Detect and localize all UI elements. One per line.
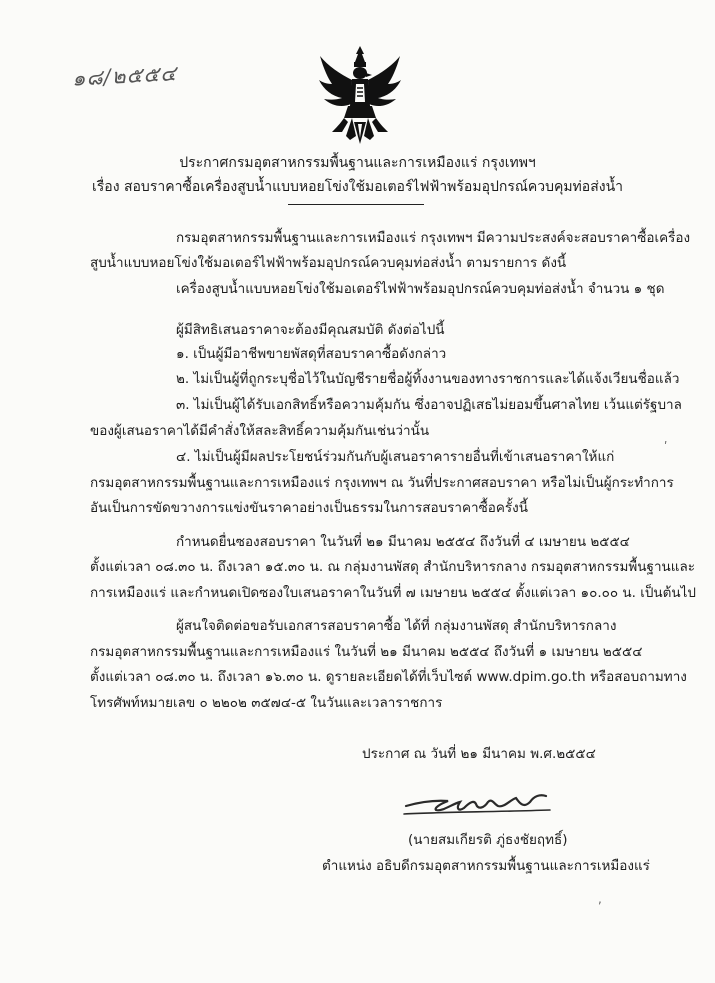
announcement-date: ประกาศ ณ วันที่ ๒๑ มีนาคม พ.ศ.๒๕๕๔ bbox=[362, 746, 596, 762]
contact-line-1: ผู้สนใจติดต่อขอรับเอกสารสอบราคาซื้อ ได้ที่ กลุ่มงานพัสดุ สำนักบริหารกลาง bbox=[176, 618, 617, 634]
handwritten-reference-number: ๑๘/๒๕๕๔ bbox=[71, 61, 178, 91]
contact-line-3: ตั้งแต่เวลา ๐๘.๓๐ น. ถึงเวลา ๑๖.๓๐ น. ดูรายละเอียดได้ที่เว็บไซต์ www.dpim.go.th หรือสอบถามทาง bbox=[90, 669, 687, 685]
signature-icon bbox=[400, 786, 570, 820]
submission-line-2: ตั้งแต่เวลา ๐๘.๓๐ น. ถึงเวลา ๑๕.๓๐ น. ณ กลุ่มงานพัสดุ สำนักบริหารกลาง กรมอุตสาหกรรมพื้นฐานและ bbox=[90, 559, 695, 575]
announcement-subject: เรื่อง สอบราคาซื้อเครื่องสูบน้ำแบบหอยโข่งใช้มอเตอร์ไฟฟ้าพร้อมอุปกรณ์ควบคุมท่อส่งน้ำ bbox=[91, 179, 624, 195]
intro-item-line: เครื่องสูบน้ำแบบหอยโข่งใช้มอเตอร์ไฟฟ้าพร้อมอุปกรณ์ควบคุมท่อส่งน้ำ จำนวน ๑ ชุด bbox=[176, 281, 665, 297]
qualifications-title: ผู้มีสิทธิเสนอราคาจะต้องมีคุณสมบัติ ดังต่อไปนี้ bbox=[176, 322, 445, 338]
qualification-item-4b: กรมอุตสาหกรรมพื้นฐานและการเหมืองแร่ กรุงเทพฯ ณ วันที่ประกาศสอบราคา หรือไม่เป็นผู้กระทำการ bbox=[90, 475, 674, 491]
qualification-item-3a: ๓. ไม่เป็นผู้ได้รับเอกสิทธิ์หรือความคุ้มกัน ซึ่งอาจปฏิเสธไม่ยอมขึ้นศาลไทย เว้นแต่รัฐบาล bbox=[176, 397, 682, 413]
qualification-item-3b: ของผู้เสนอราคาได้มีคำสั่งให้สละสิทธิ์ความคุ้มกันเช่นว่านั้น bbox=[90, 423, 430, 439]
intro-line-1: กรมอุตสาหกรรมพื้นฐานและการเหมืองแร่ กรุงเทพฯ มีความประสงค์จะสอบราคาซื้อเครื่อง bbox=[176, 230, 691, 246]
intro-line-2: สูบน้ำแบบหอยโข่งใช้มอเตอร์ไฟฟ้าพร้อมอุปกรณ์ควบคุมท่อส่งน้ำ ตามรายการ ดังนี้ bbox=[90, 255, 567, 271]
signatory-title: ตำแหน่ง อธิบดีกรมอุตสาหกรรมพื้นฐานและการเหมืองแร่ bbox=[322, 858, 650, 874]
submission-line-3: การเหมืองแร่ และกำหนดเปิดซองใบเสนอราคาในวันที่ ๗ เมษายน ๒๕๕๔ ตั้งแต่เวลา ๑๐.๐๐ น. เป็นต้นไป bbox=[90, 585, 696, 601]
heading-divider bbox=[288, 204, 424, 205]
garuda-emblem-icon bbox=[318, 44, 402, 146]
scan-mark: ʹ bbox=[664, 440, 668, 454]
qualification-item-4c: อันเป็นการขัดขวางการแข่งขันราคาอย่างเป็นธรรมในการสอบราคาซื้อครั้งนี้ bbox=[90, 500, 528, 516]
qualification-item-2: ๒. ไม่เป็นผู้ที่ถูกระบุชื่อไว้ในบัญชีรายชื่อผู้ทิ้งงานของทางราชการและได้แจ้งเวียนชื่อแล้ว bbox=[176, 371, 680, 387]
contact-line-4: โทรศัพท์หมายเลข ๐ ๒๒๐๒ ๓๕๗๔-๕ ในวันและเวลาราชการ bbox=[90, 695, 443, 711]
announcement-heading: ประกาศกรมอุตสาหกรรมพื้นฐานและการเหมืองแร่ กรุงเทพฯ bbox=[179, 155, 536, 171]
submission-line-1: กำหนดยื่นซองสอบราคา ในวันที่ ๒๑ มีนาคม ๒๕๕๔ ถึงวันที่ ๔ เมษายน ๒๕๕๔ bbox=[176, 534, 630, 550]
scan-mark: , bbox=[598, 892, 602, 906]
contact-line-2: กรมอุตสาหกรรมพื้นฐานและการเหมืองแร่ ในวันที่ ๒๑ มีนาคม ๒๕๕๔ ถึงวันที่ ๑ เมษายน ๒๕๕๔ bbox=[90, 644, 643, 660]
qualification-item-4a: ๔. ไม่เป็นผู้มีผลประโยชน์ร่วมกันกับผู้เสนอราคารายอื่นที่เข้าเสนอราคาให้แก่ bbox=[176, 449, 615, 465]
qualification-item-1: ๑. เป็นผู้มีอาชีพขายพัสดุที่สอบราคาซื้อดังกล่าว bbox=[176, 346, 447, 362]
signatory-name: (นายสมเกียรติ ภู่ธงชัยฤทธิ์) bbox=[408, 832, 568, 848]
